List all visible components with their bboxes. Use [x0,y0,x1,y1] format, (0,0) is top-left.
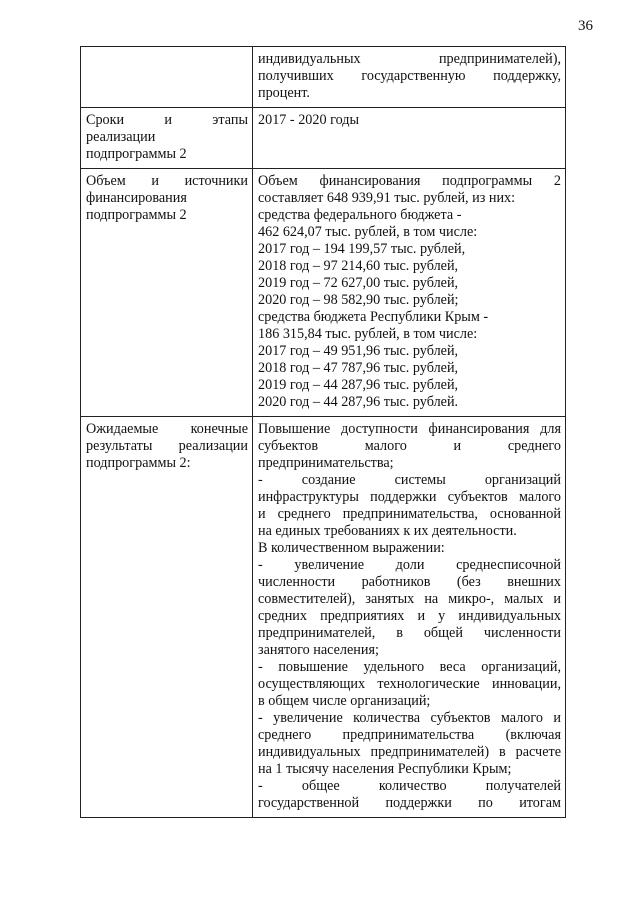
content-text-line: инфраструктуры поддержки субъектов малого [258,489,561,505]
content-text-line: государственной поддержки по итогам [258,795,561,811]
row-content-cell [253,417,566,818]
content-text-line: В количественном выражении: [258,540,445,556]
table-row [81,108,566,169]
content-text-line: средних предприятиях и у индивидуальных [258,608,561,624]
content-text-line: - увеличение доли среднесписочной [258,557,561,573]
row-label-cell [81,417,253,818]
content-text-line: осуществляющих технологические инновации, [258,676,561,692]
label-text-line: реализации [86,129,156,145]
content-text-line: в общем числе организаций; [258,693,431,709]
content-text-line: - создание системы организаций [258,472,561,488]
content-text-line: предпринимательства; [258,455,394,471]
content-text-line: 2019 год – 72 627,00 тыс. рублей, [258,275,459,291]
content-text-line: индивидуальных предпринимателей), [258,51,561,67]
content-text-line: на единых требованиях к их деятельности. [258,523,517,539]
row-label-cell [81,47,253,108]
content-text-line: 2017 год – 194 199,57 тыс. рублей, [258,241,466,257]
page-number: 36 [578,18,593,34]
content-text-line: - увеличение количества субъектов малого и [258,710,561,726]
content-text-line: - повышение удельного веса организаций, [258,659,561,675]
row-content-cell [253,108,566,169]
content-text-line: средства федерального бюджета - [258,207,462,223]
subprogram-passport-table [80,46,566,818]
content-text-line: получивших государственную поддержку, [258,68,561,84]
table-row [81,47,566,108]
label-text-line: Сроки и этапы [86,112,248,128]
label-text-line: подпрограммы 2: [86,455,191,471]
content-text-line: процент. [258,85,310,101]
row-label-cell [81,108,253,169]
content-text-line: совместителей), занятых на микро-, малых и [258,591,561,607]
content-text-line: численности работников (без внешних [258,574,561,590]
content-text-line: предпринимателей, в общей численности [258,625,561,641]
label-text-line: Ожидаемые конечные [86,421,248,437]
content-text-line: составляет 648 939,91 тыс. рублей, из них: [258,190,516,206]
table-row [81,169,566,417]
table-row [81,417,566,818]
content-text-line: 2017 год – 49 951,96 тыс. рублей, [258,343,459,359]
label-text-line: подпрограммы 2 [86,207,187,223]
content-text-line: 2017 - 2020 годы [258,112,360,128]
content-text-line: - общее количество получателей [258,778,561,794]
row-label-cell [81,169,253,417]
content-text-line: на 1 тысячу населения Республики Крым; [258,761,512,777]
content-text-line: субъектов малого и среднего [258,438,561,454]
content-text-line: 2018 год – 47 787,96 тыс. рублей, [258,360,459,376]
content-text-line: занятого населения; [258,642,379,658]
content-text-line: 2019 год – 44 287,96 тыс. рублей, [258,377,459,393]
label-text-line: подпрограммы 2 [86,146,187,162]
content-text-line: Повышение доступности финансирования для [258,421,561,437]
content-text-line: среднего предпринимательства (включая [258,727,561,743]
content-text-line: 2018 год – 97 214,60 тыс. рублей, [258,258,459,274]
label-text-line: результаты реализации [86,438,248,454]
content-text-line: средства бюджета Республики Крым - [258,309,489,325]
content-text-line: Объем финансирования подпрограммы 2 [258,173,561,189]
content-text-line: 2020 год – 98 582,90 тыс. рублей; [258,292,459,308]
content-text-line: 462 624,07 тыс. рублей, в том числе: [258,224,478,240]
content-text-line: 186 315,84 тыс. рублей, в том числе: [258,326,478,342]
label-text-line: финансирования [86,190,187,206]
row-content-cell [253,47,566,108]
content-text-line: индивидуальных предпринимателей) в расчете [258,744,561,760]
content-text-line: и среднего предпринимательства, основанной [258,506,561,522]
content-text-line: 2020 год – 44 287,96 тыс. рублей. [258,394,459,410]
label-text-line: Объем и источники [86,173,248,189]
row-content-cell [253,169,566,417]
